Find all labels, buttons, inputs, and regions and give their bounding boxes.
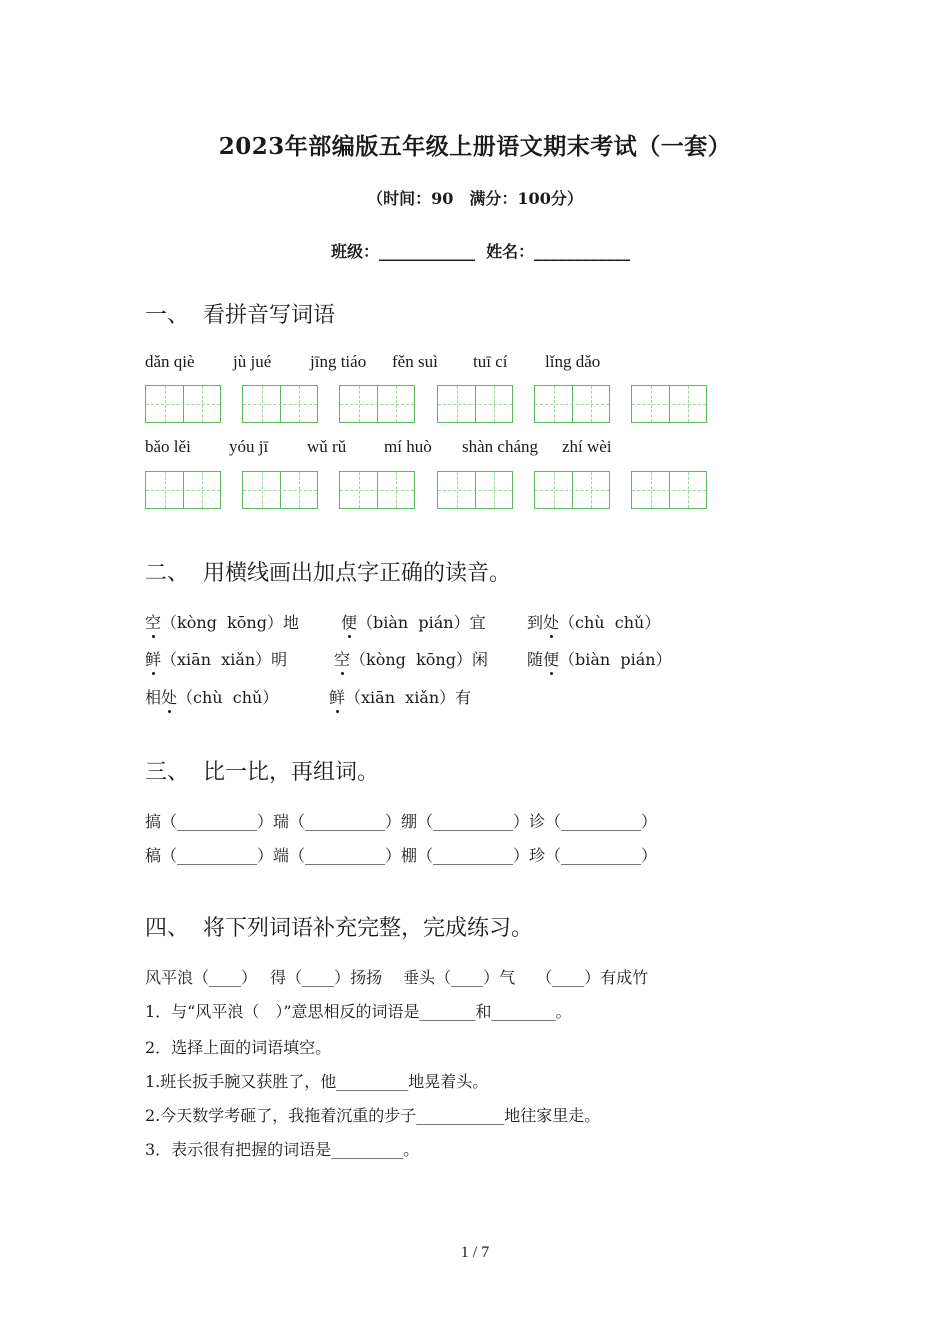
writing-grid[interactable] xyxy=(534,471,610,509)
reading-item[interactable]: 相处（chù chǔ） xyxy=(145,685,278,708)
pinyin-7: bǎo lěi xyxy=(145,437,191,456)
pinyin-8: yóu jī xyxy=(229,437,269,456)
pinyin-3: jīng tiáo xyxy=(310,352,367,371)
question-3[interactable]: 3．表示很有把握的词语是_________。 xyxy=(145,1140,420,1159)
writing-grid[interactable] xyxy=(242,385,318,423)
writing-grid[interactable] xyxy=(631,471,707,509)
pinyin-11: shàn cháng xyxy=(462,437,539,456)
pinyin-2: jù jué xyxy=(233,352,272,371)
pinyin-6: lǐng dǎo xyxy=(545,352,601,371)
writing-grid[interactable] xyxy=(534,385,610,423)
dotted-char: 鲜 xyxy=(145,647,161,670)
name-blank[interactable]: ____________ xyxy=(534,242,631,261)
writing-grid[interactable] xyxy=(339,385,415,423)
dotted-char: 处 xyxy=(543,610,559,633)
pinyin-1: dǎn qiè xyxy=(145,352,195,371)
question-2-sub-1[interactable]: 1.班长扳手腕又获胜了，他_________地晃着头。 xyxy=(145,1072,489,1091)
reading-item[interactable]: 随便（biàn pián） xyxy=(527,647,672,670)
writing-grid[interactable] xyxy=(145,471,221,509)
dotted-char: 鲜 xyxy=(329,685,345,708)
section-1-heading: 一、 看拼音写词语 xyxy=(145,303,335,328)
reading-item[interactable]: 空（kòng kōng）闲 xyxy=(334,647,488,670)
writing-grid[interactable] xyxy=(437,385,513,423)
pinyin-5: tuī cí xyxy=(473,352,508,371)
pinyin-10: mí huò xyxy=(384,437,432,456)
dotted-char: 便 xyxy=(543,647,559,670)
class-blank[interactable]: ____________ xyxy=(379,242,475,261)
exam-time-score: （时间：90 满分：100分） xyxy=(367,189,583,208)
dotted-char: 便 xyxy=(341,610,357,633)
name-label: 姓名： xyxy=(486,242,535,261)
dotted-char: 空 xyxy=(145,610,161,633)
writing-grid[interactable] xyxy=(437,471,513,509)
compare-line-2[interactable]: 稿（__________）端（__________）棚（__________）珍（__________） xyxy=(145,846,658,865)
writing-grid[interactable] xyxy=(631,385,707,423)
idiom-line[interactable]: 风平浪（____） 得（____）扬扬 垂头（____）气 （____）有成竹 xyxy=(145,968,649,987)
writing-grid[interactable] xyxy=(339,471,415,509)
compare-line-1[interactable]: 搞（__________）瑞（__________）绷（__________）诊（__________） xyxy=(145,812,658,831)
question-1[interactable]: 1．与“风平浪（ ）”意思相反的词语是_______和________。 xyxy=(145,1002,572,1021)
reading-item[interactable]: 鲜（xiān xiǎn）有 xyxy=(329,685,471,708)
reading-item[interactable]: 到处（chù chǔ） xyxy=(527,610,660,633)
reading-item[interactable]: 便（biàn pián）宜 xyxy=(341,610,486,633)
section-2-heading: 二、 用横线画出加点字正确的读音。 xyxy=(145,561,511,586)
question-2: 2．选择上面的词语填空。 xyxy=(145,1038,332,1057)
class-label: 班级： xyxy=(330,242,379,261)
pinyin-12: zhí wèi xyxy=(562,437,612,456)
reading-item[interactable]: 鲜（xiān xiǎn）明 xyxy=(145,647,287,670)
reading-item[interactable]: 空（kòng kōng）地 xyxy=(145,610,299,633)
writing-grid[interactable] xyxy=(145,385,221,423)
page-title: 2023年部编版五年级上册语文期末考试（一套） xyxy=(218,133,732,160)
section-3-heading: 三、 比一比，再组词。 xyxy=(145,760,379,785)
dotted-char: 处 xyxy=(161,685,177,708)
pinyin-9: wǔ rǔ xyxy=(307,437,347,456)
dotted-char: 空 xyxy=(334,647,350,670)
section-4-heading: 四、 将下列词语补充完整，完成练习。 xyxy=(145,916,533,941)
page-number: 1 / 7 xyxy=(460,1244,490,1261)
class-name-line xyxy=(0,220,950,262)
writing-grid[interactable] xyxy=(242,471,318,509)
question-2-sub-2[interactable]: 2.今天数学考砸了，我拖着沉重的步子___________地往家里走。 xyxy=(145,1106,601,1125)
pinyin-4: fěn suì xyxy=(392,352,438,371)
